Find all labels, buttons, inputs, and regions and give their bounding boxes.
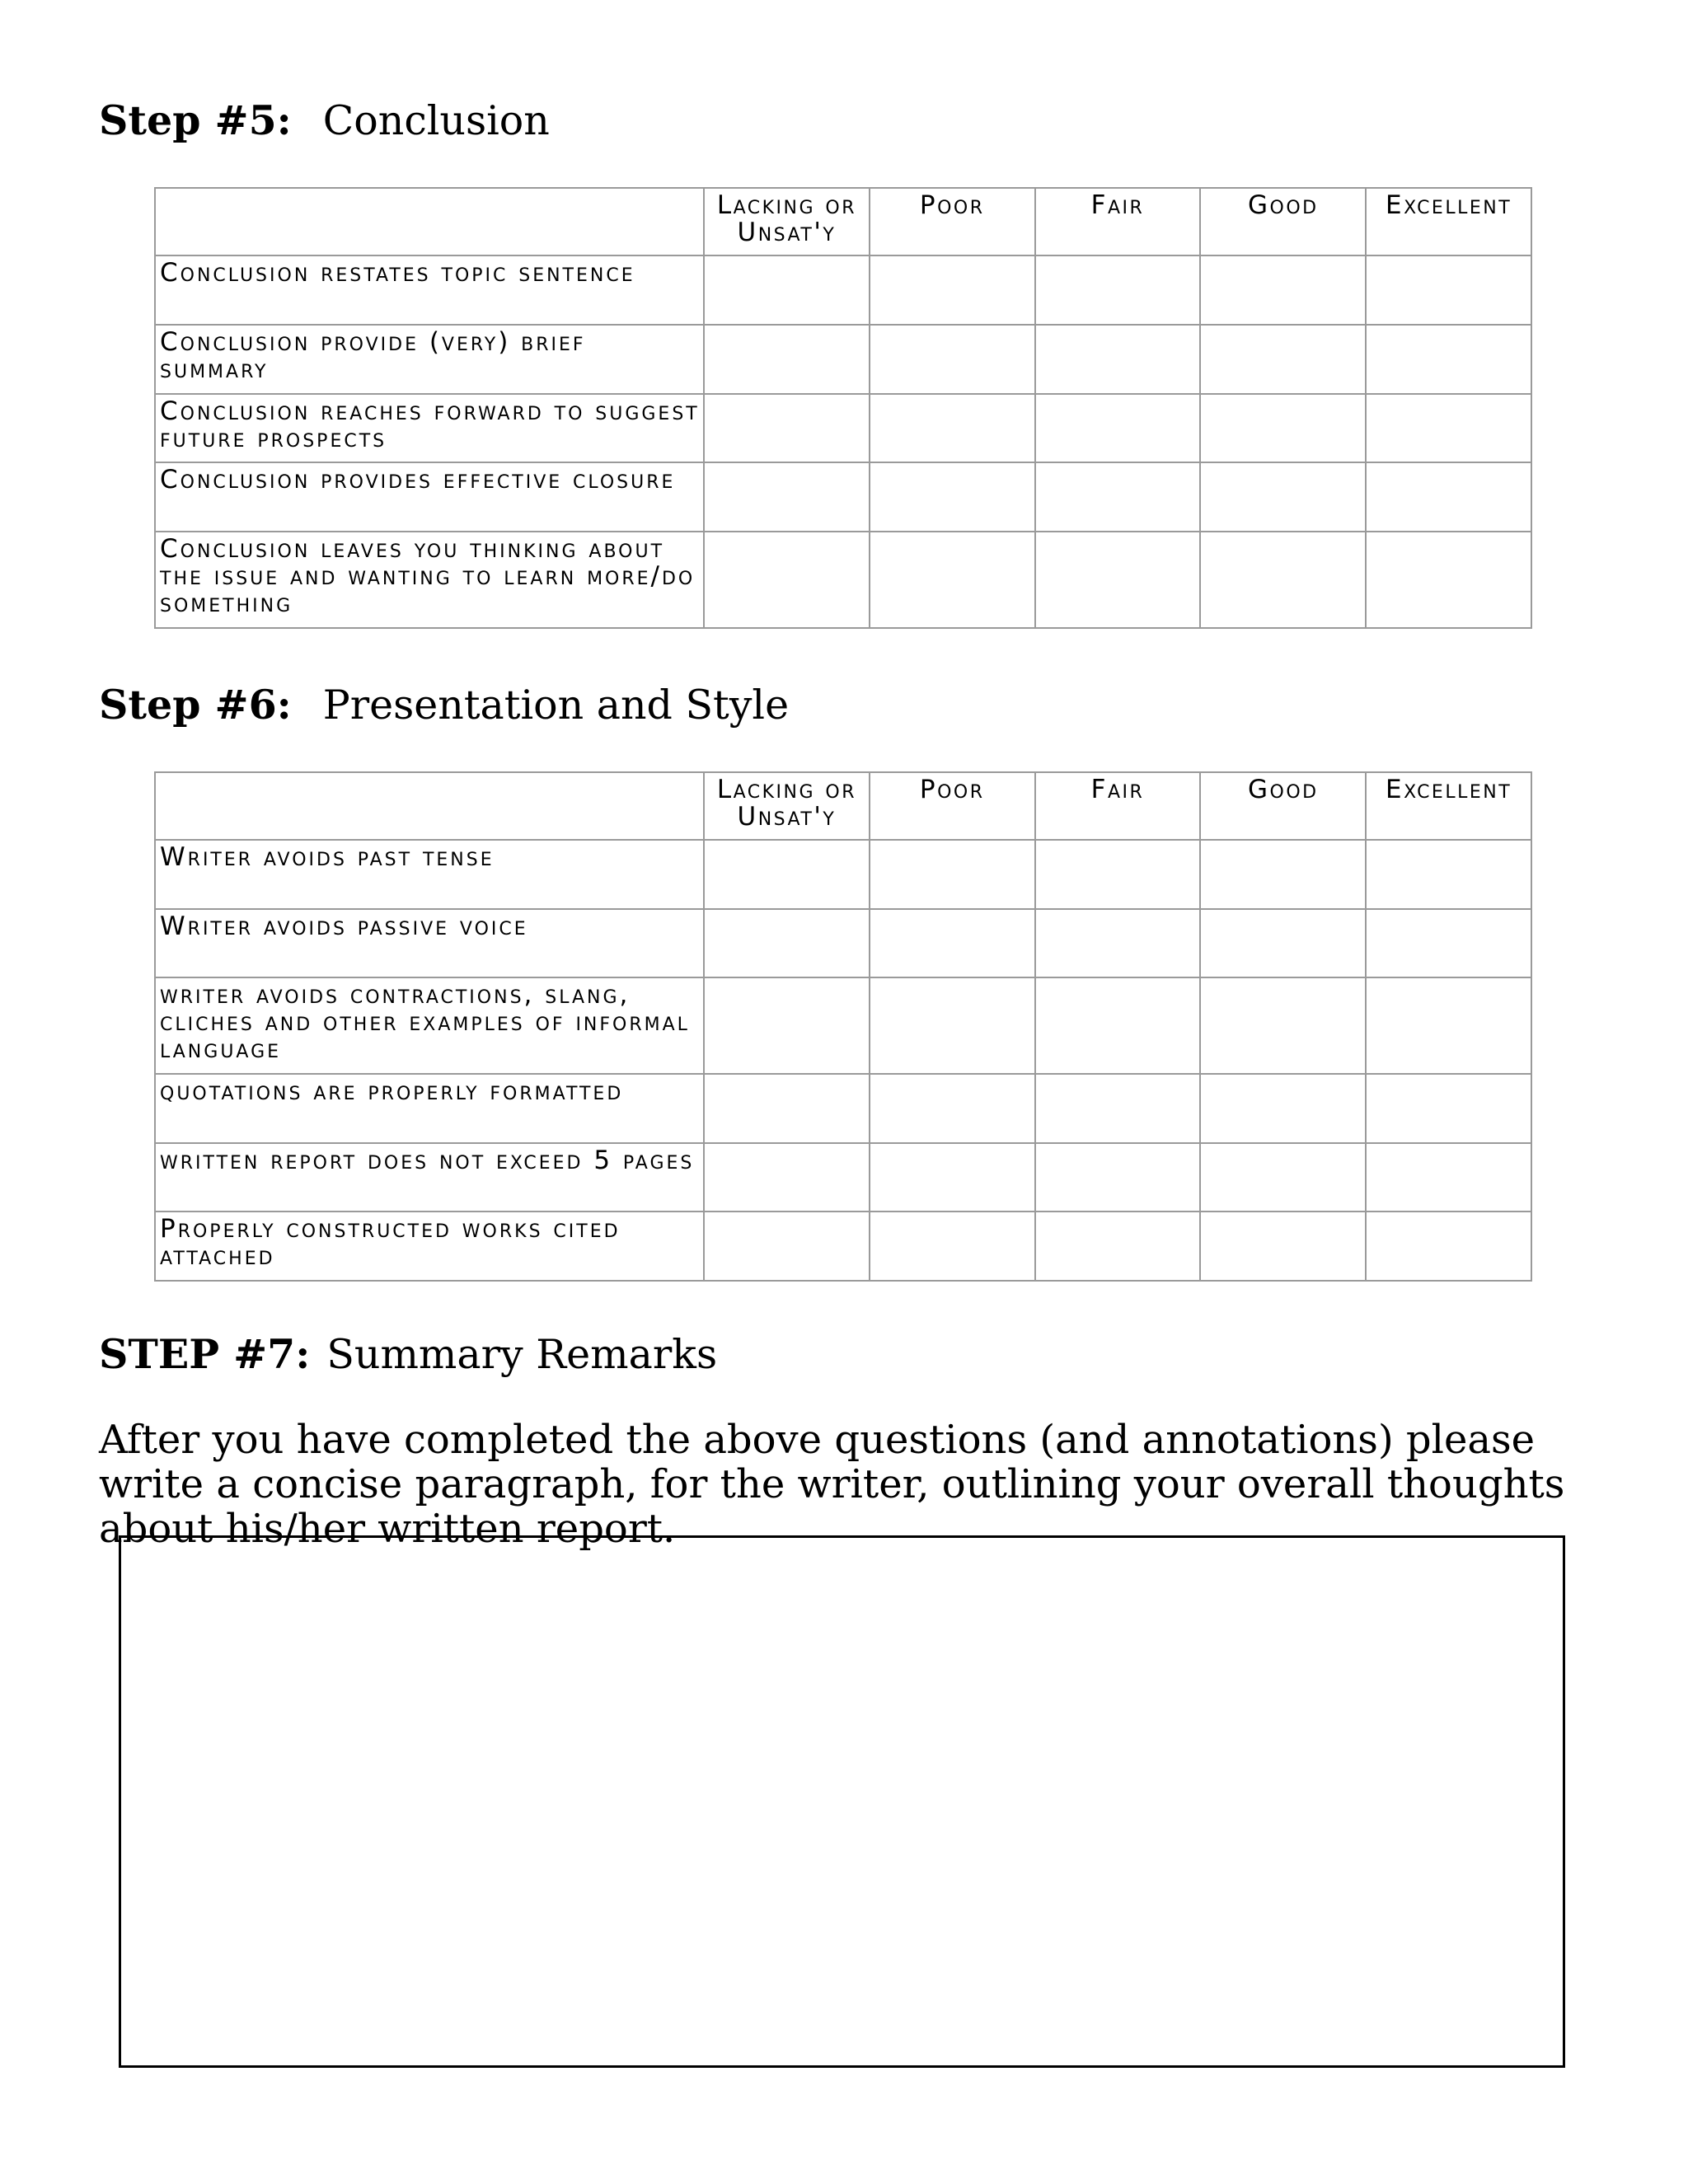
score-cell-good[interactable] <box>1200 1212 1366 1281</box>
score-cell-poor[interactable] <box>870 325 1035 394</box>
column-header-excellent: Excellent <box>1366 772 1531 840</box>
score-cell-good[interactable] <box>1200 255 1366 325</box>
header-row <box>155 772 1531 840</box>
criterion-label: Conclusion restates topic sentence <box>155 255 704 325</box>
step7-heading <box>99 1329 717 1380</box>
score-cell-fair[interactable] <box>1035 1212 1201 1281</box>
score-cell-lacking[interactable] <box>704 1143 870 1212</box>
score-cell-good[interactable] <box>1200 1074 1366 1143</box>
step6-label: Step #6: <box>99 681 292 729</box>
criterion-label: Conclusion provide (very) brief summary <box>155 325 704 394</box>
column-header-fair: Fair <box>1035 772 1201 840</box>
score-cell-excellent[interactable] <box>1366 325 1531 394</box>
table-row <box>155 1212 1531 1281</box>
criterion-label: Writer avoids past tense <box>155 840 704 909</box>
score-cell-poor[interactable] <box>870 977 1035 1074</box>
criterion-label: Conclusion provides effective closure <box>155 462 704 532</box>
score-cell-fair[interactable] <box>1035 909 1201 977</box>
header-row <box>155 188 1531 255</box>
score-cell-excellent[interactable] <box>1366 255 1531 325</box>
step6-rubric-table <box>154 771 1532 1282</box>
score-cell-good[interactable] <box>1200 532 1366 628</box>
criterion-label: writer avoids contractions, slang, cliches and other examples of informal language <box>155 977 704 1074</box>
criterion-label: Conclusion leaves you thinking about the issue and wanting to learn more/do something <box>155 532 704 628</box>
score-cell-good[interactable] <box>1200 325 1366 394</box>
column-header-lacking: Lacking or Unsat'y <box>704 188 870 255</box>
score-cell-excellent[interactable] <box>1366 1143 1531 1212</box>
summary-instructions: After you have completed the above questions (and annotations) please write a concise paragraph, for the writer, outlining your overall thoughts about his/her written report. <box>99 1417 1565 1552</box>
score-cell-excellent[interactable] <box>1366 977 1531 1074</box>
column-header-poor: Poor <box>870 188 1035 255</box>
score-cell-fair[interactable] <box>1035 840 1201 909</box>
score-cell-fair[interactable] <box>1035 394 1201 462</box>
column-header-excellent: Excellent <box>1366 188 1531 255</box>
column-header-good: Good <box>1200 188 1366 255</box>
criteria-header <box>155 772 704 840</box>
score-cell-fair[interactable] <box>1035 255 1201 325</box>
score-cell-excellent[interactable] <box>1366 1074 1531 1143</box>
score-cell-poor[interactable] <box>870 840 1035 909</box>
score-cell-lacking[interactable] <box>704 532 870 628</box>
score-cell-fair[interactable] <box>1035 1143 1201 1212</box>
score-cell-poor[interactable] <box>870 1143 1035 1212</box>
score-cell-fair[interactable] <box>1035 325 1201 394</box>
score-cell-poor[interactable] <box>870 1074 1035 1143</box>
step5-label: Step #5: <box>99 96 292 144</box>
column-header-poor: Poor <box>870 772 1035 840</box>
score-cell-poor[interactable] <box>870 255 1035 325</box>
score-cell-lacking[interactable] <box>704 909 870 977</box>
score-cell-lacking[interactable] <box>704 1212 870 1281</box>
score-cell-excellent[interactable] <box>1366 840 1531 909</box>
summary-response-box[interactable] <box>119 1535 1565 2068</box>
score-cell-fair[interactable] <box>1035 462 1201 532</box>
step6-title: Presentation and Style <box>322 682 790 729</box>
step7-label: STEP #7: <box>99 1330 311 1378</box>
score-cell-excellent[interactable] <box>1366 1212 1531 1281</box>
score-cell-poor[interactable] <box>870 532 1035 628</box>
table-row <box>155 325 1531 394</box>
table-row <box>155 1074 1531 1143</box>
score-cell-good[interactable] <box>1200 909 1366 977</box>
column-header-good: Good <box>1200 772 1366 840</box>
score-cell-good[interactable] <box>1200 840 1366 909</box>
table-row <box>155 909 1531 977</box>
criterion-label: quotations are properly formatted <box>155 1074 704 1143</box>
criterion-label: Properly constructed works cited attached <box>155 1212 704 1281</box>
score-cell-lacking[interactable] <box>704 255 870 325</box>
score-cell-good[interactable] <box>1200 394 1366 462</box>
step6-heading <box>99 680 789 730</box>
score-cell-lacking[interactable] <box>704 325 870 394</box>
score-cell-good[interactable] <box>1200 1143 1366 1212</box>
score-cell-lacking[interactable] <box>704 977 870 1074</box>
score-cell-excellent[interactable] <box>1366 532 1531 628</box>
score-cell-lacking[interactable] <box>704 1074 870 1143</box>
score-cell-excellent[interactable] <box>1366 462 1531 532</box>
step5-heading <box>99 96 550 146</box>
score-cell-good[interactable] <box>1200 462 1366 532</box>
score-cell-excellent[interactable] <box>1366 394 1531 462</box>
step5-rubric-table <box>154 187 1532 629</box>
score-cell-good[interactable] <box>1200 977 1366 1074</box>
score-cell-lacking[interactable] <box>704 840 870 909</box>
table-row <box>155 1143 1531 1212</box>
criterion-label: Conclusion reaches forward to suggest future prospects <box>155 394 704 462</box>
criteria-header <box>155 188 704 255</box>
score-cell-fair[interactable] <box>1035 532 1201 628</box>
table-row <box>155 462 1531 532</box>
score-cell-excellent[interactable] <box>1366 909 1531 977</box>
score-cell-poor[interactable] <box>870 462 1035 532</box>
column-header-lacking: Lacking or Unsat'y <box>704 772 870 840</box>
score-cell-poor[interactable] <box>870 394 1035 462</box>
score-cell-poor[interactable] <box>870 909 1035 977</box>
step7-title: Summary Remarks <box>326 1331 718 1378</box>
step5-title: Conclusion <box>322 97 550 144</box>
criterion-label: Writer avoids passive voice <box>155 909 704 977</box>
table-row <box>155 840 1531 909</box>
score-cell-poor[interactable] <box>870 1212 1035 1281</box>
table-row <box>155 532 1531 628</box>
score-cell-fair[interactable] <box>1035 1074 1201 1143</box>
table-row <box>155 394 1531 462</box>
criterion-label: written report does not exceed 5 pages <box>155 1143 704 1212</box>
table-row <box>155 255 1531 325</box>
table-row <box>155 977 1531 1074</box>
column-header-fair: Fair <box>1035 188 1201 255</box>
score-cell-lacking[interactable] <box>704 394 870 462</box>
score-cell-lacking[interactable] <box>704 462 870 532</box>
score-cell-fair[interactable] <box>1035 977 1201 1074</box>
